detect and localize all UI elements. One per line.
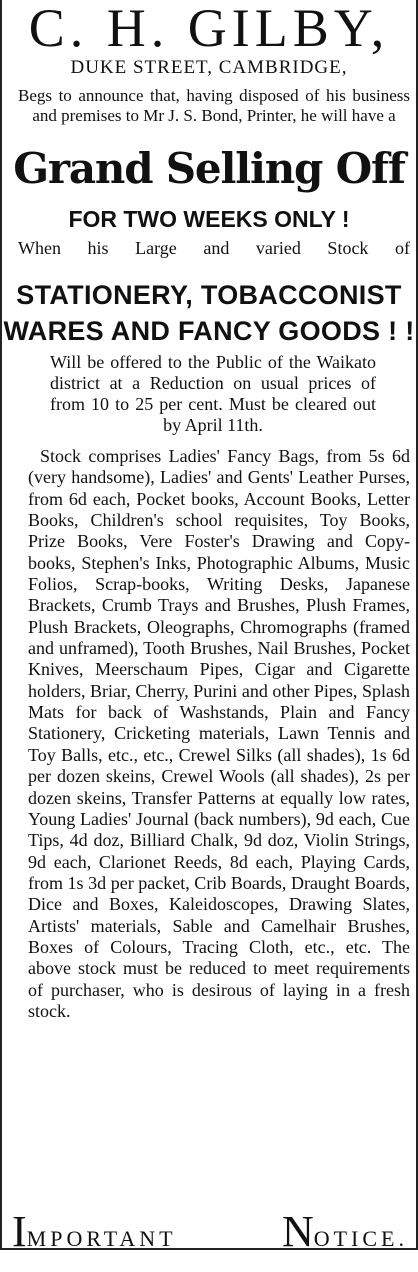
headline-wares: WARES AND FANCY GOODS ! ! bbox=[3, 316, 415, 346]
important-notice-heading bbox=[12, 1207, 408, 1256]
offer-paragraph: Will be offered to the Public of the Waikato district at a Reduction on usual prices of from 10 to 25 per cent. Must be cleared out by April 11th. bbox=[50, 352, 376, 435]
announcement-text: Begs to announce that, having disposed of his business and premises to Mr J. S. Bond, Printer, he will have a bbox=[18, 86, 410, 125]
merchant-address: DUKE STREET, CAMBRIDGE, bbox=[70, 57, 348, 78]
notice-word-notice bbox=[281, 1207, 408, 1256]
notice-rest-important: MPORTANT bbox=[26, 1226, 177, 1251]
notice-rest-notice: OTICE. bbox=[313, 1226, 408, 1251]
merchant-name: C. H. GILBY, bbox=[28, 0, 390, 58]
notice-initial-i: I bbox=[12, 1207, 27, 1256]
notice-initial-n: N bbox=[281, 1207, 314, 1256]
headline-stationery: STATIONERY, TOBACCONIST bbox=[16, 280, 402, 310]
headline-when-text: When his Large and varied Stock of bbox=[18, 238, 410, 258]
headline-grand-selling-off: Grand Selling Off bbox=[13, 144, 405, 193]
headline-duration: FOR TWO WEEKS ONLY ! bbox=[68, 206, 350, 232]
stock-list-paragraph: Stock comprises Ladies' Fancy Bags, from 5s 6d (very handsome), Ladies' and Gents' Leather Purses, from 6d each, Pocket books, Account Books, Letter Books, Children's school requisites, Toy Books, Prize Books, Vere Foster's Drawing and Copy-books, Stephen's Inks, Photographic Albums, Music Folios, Scrap-books, Writing Desks, Japanese Brackets, Crumb Trays and Brushes, Plush Frames, Plush Brackets, Oleographs, Chromographs (framed and unframed), Tooth Brushes, Nail Brushes, Pocket Knives, Meerschaum Pipes, Cigar and Cigarette holders, Briar, Cherry, Purini and other Pipes, Splash Mats for back of Washstands, Plain and Fancy Stationery, Cricketing materials, Lawn Tennis and Toy Balls, etc., etc., Crewel Silks (all shades), 1s 6d per dozen skeins, Crewel Wools (all shades), 2s per dozen skeins, Transfer Patterns at equally low rates, Young Ladies' Journal (back numbers), 9d each, Cue Tips, 4d doz, Billiard Chalk, 9d doz, Violin Strings, 9d each, Clarionet Reeds, 8d each, Playing Cards, from 1s 3d per packet, Crib Boards, Draught Boards, Dice and Boxes, Kaleidoscopes, Drawing Slates, Artists' materials, Sable and Camelhair Brushes, Boxes of Colours, Tracing Cloth, etc., etc. The above stock must be reduced to meet requirements of purchaser, who is desirous of laying in a fresh stock. bbox=[28, 446, 410, 1021]
notice-word-important bbox=[12, 1207, 177, 1256]
